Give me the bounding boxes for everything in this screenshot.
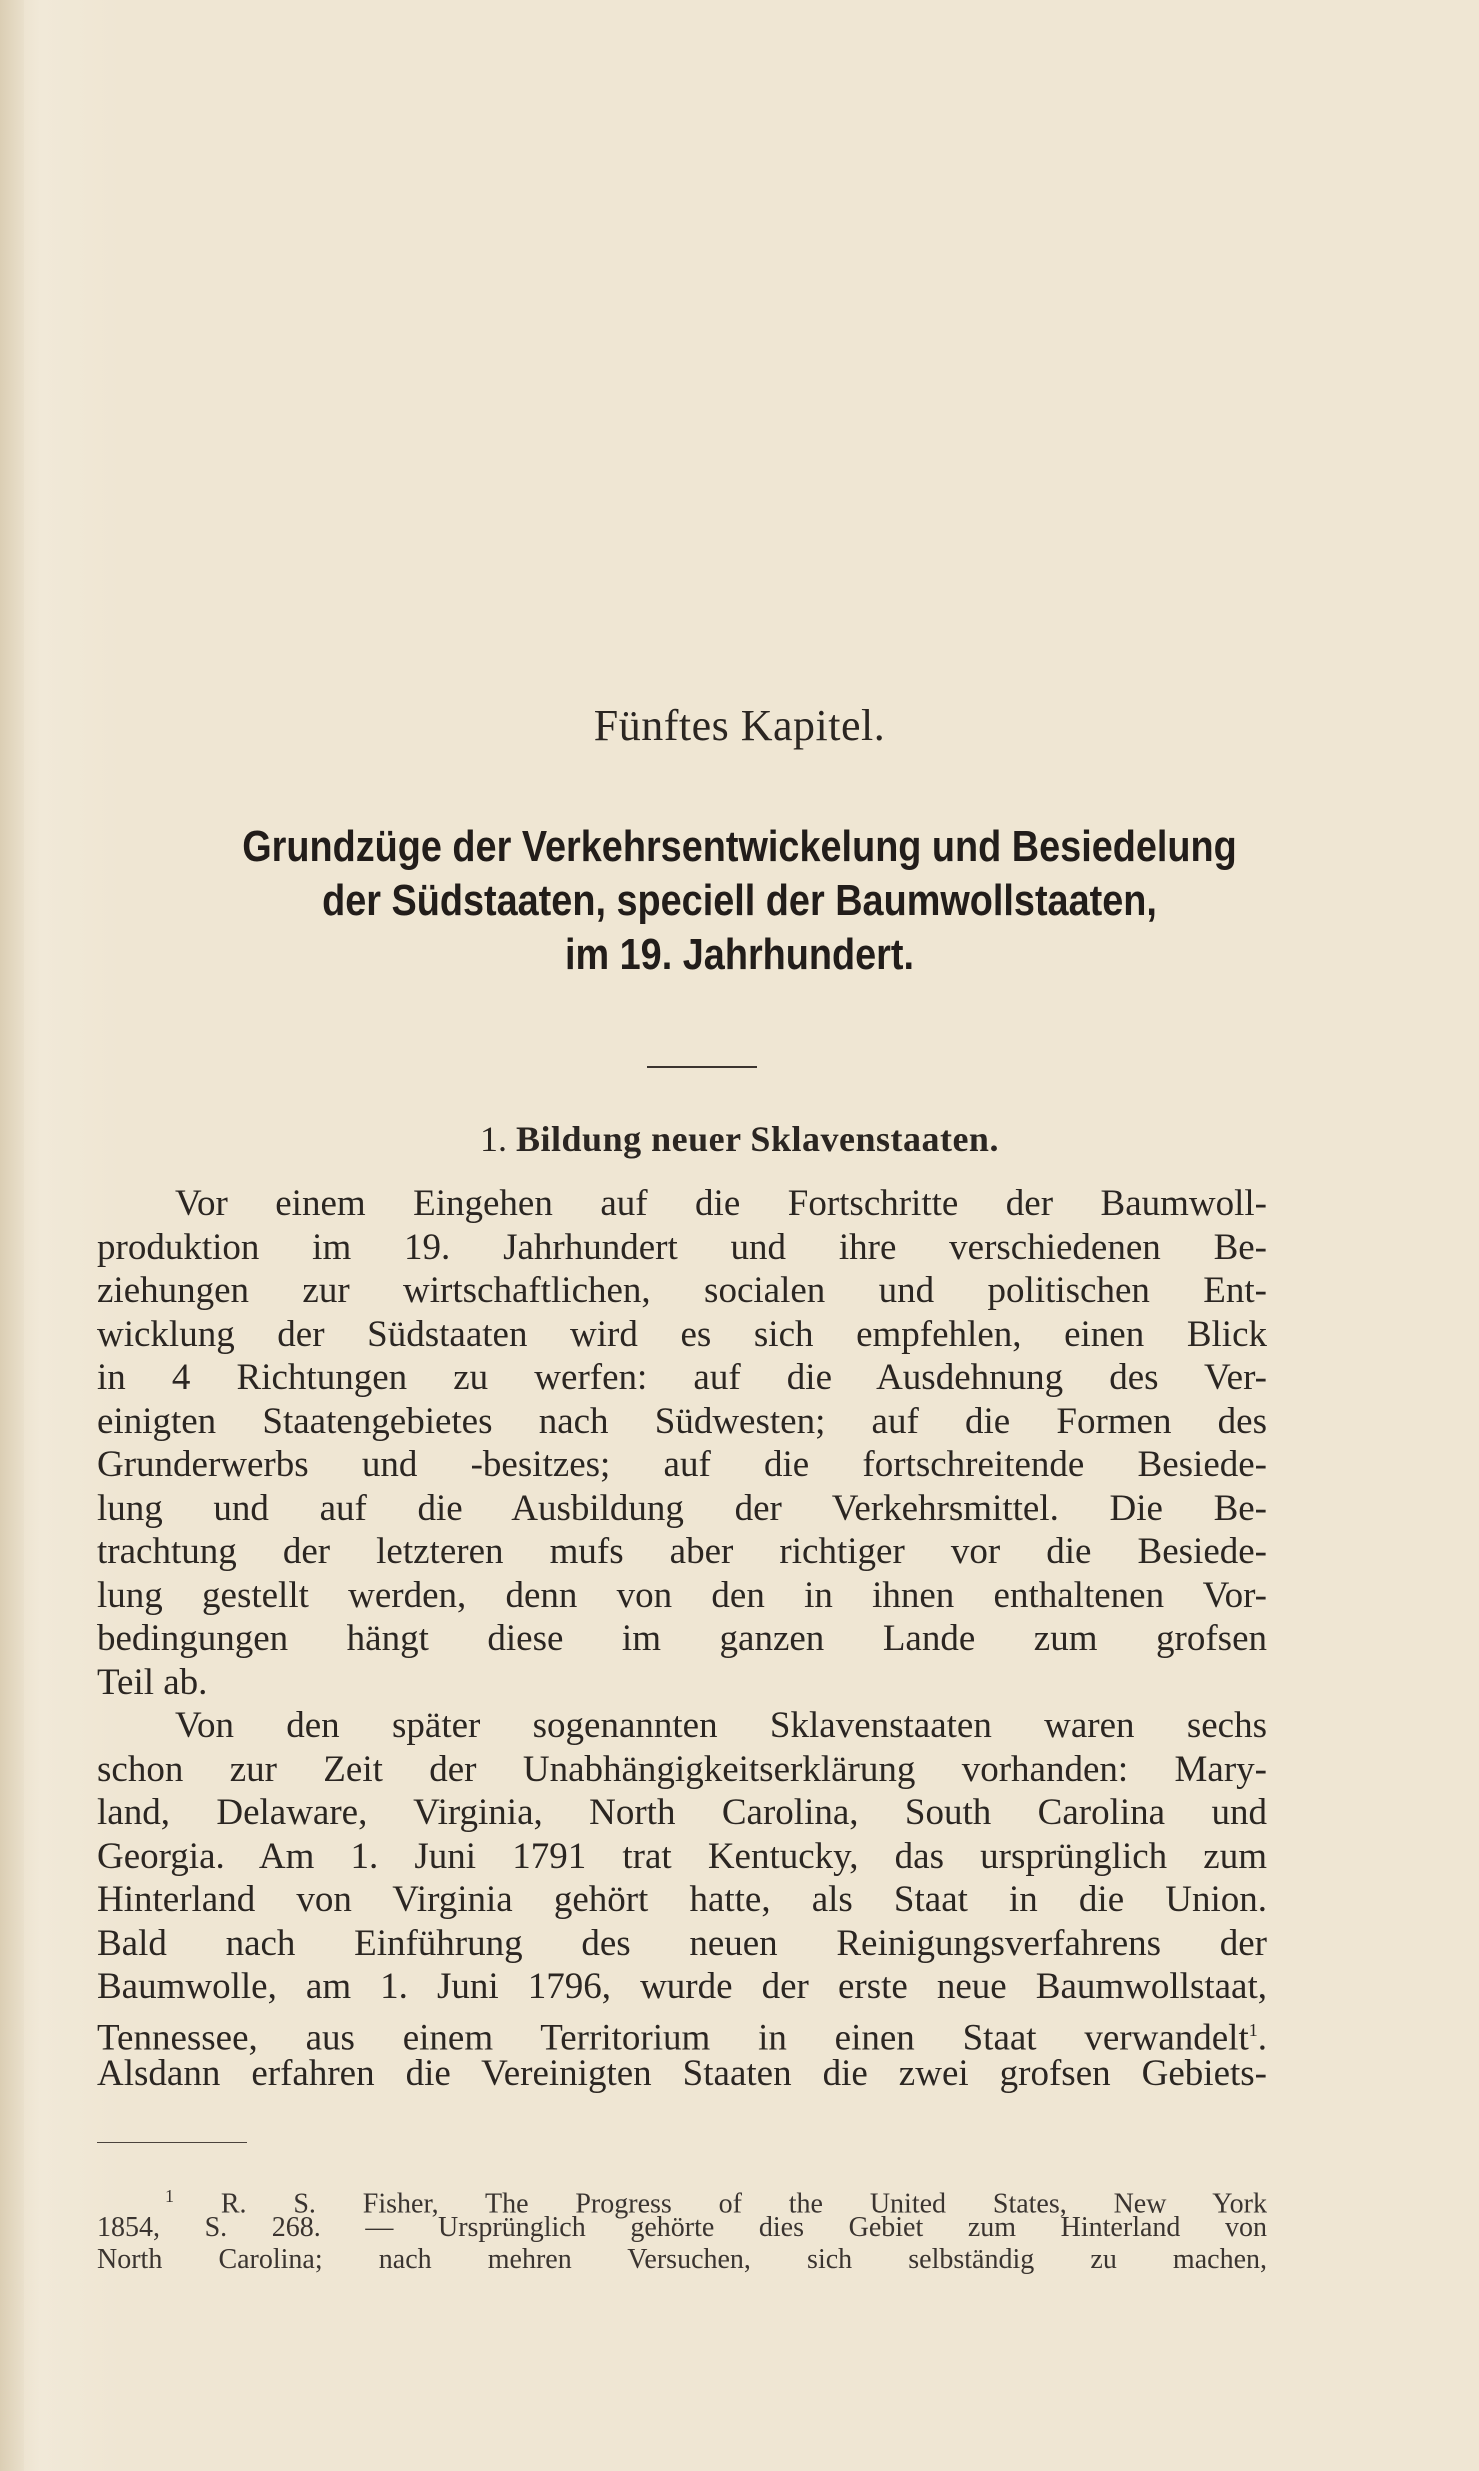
body-line: Von den später sogenannten Sklavenstaaten waren sechs bbox=[175, 1705, 1267, 1746]
section-title: Bildung neuer Sklavenstaaten. bbox=[516, 1119, 999, 1159]
body-line: produktion im 19. Jahrhundert und ihre verschiedenen Be- bbox=[97, 1226, 1267, 1268]
footnote-text: R. S. Fisher, The Progress of the United States, New York bbox=[220, 2188, 1267, 2220]
chapter-title bbox=[104, 820, 1376, 982]
chapter-title-line: Grundzüge der Verkehrsentwickelung und Besiedelung bbox=[242, 822, 1237, 871]
footnote-reference-period: . bbox=[1257, 2016, 1267, 2058]
section-number: 1. bbox=[480, 1119, 508, 1159]
chapter-title-line: der Südstaaten, speciell der Baumwollstaaten, bbox=[322, 876, 1157, 925]
body-line: Bald nach Einführung des neuen Reinigungsverfahrens der bbox=[97, 1922, 1267, 1964]
footnote-line bbox=[97, 2180, 1267, 2220]
body-line: Alsdann erfahren die Vereinigten Staaten die zwei grofsen Gebiets- bbox=[97, 2053, 1267, 2094]
body-line: bedingungen hängt diese im ganzen Lande zum grofsen bbox=[97, 1618, 1267, 1659]
body-line: in 4 Richtungen zu werfen: auf die Ausdehnung des Ver- bbox=[97, 1357, 1267, 1398]
body-line: Teil ab. bbox=[97, 1661, 208, 1703]
body-line: schon zur Zeit der Unabhängigkeitserklärung vorhanden: Mary- bbox=[97, 1748, 1267, 1790]
footnotes bbox=[97, 2180, 1267, 2276]
footnote-line: 1854, S. 268. — Ursprünglich gehörte dies Gebiet zum Hinterland von bbox=[97, 2212, 1267, 2243]
chapter-title-line: im 19. Jahrhundert. bbox=[564, 930, 915, 979]
footnote-divider bbox=[97, 2142, 247, 2143]
section-heading bbox=[0, 1118, 1479, 1160]
body-line: Baumwolle, am 1. Juni 1796, wurde der erste neue Baumwollstaat, bbox=[97, 1966, 1267, 2007]
body-line: Vor einem Eingehen auf die Fortschritte der Baumwoll- bbox=[175, 1183, 1267, 1224]
footnote-mark: 1 bbox=[165, 2186, 174, 2206]
body-line: ziehungen zur wirtschaftlichen, socialen und politischen Ent- bbox=[97, 1270, 1267, 1311]
page-binding-edge bbox=[0, 0, 24, 2471]
footnote-line: North Carolina; nach mehren Versuchen, sich selbständig zu machen, bbox=[97, 2244, 1267, 2275]
footnote-reference: 1 bbox=[1248, 2019, 1258, 2040]
body-line: einigten Staatengebietes nach Südwesten; auf die Formen des bbox=[97, 1400, 1267, 1442]
body-line: lung und auf die Ausbildung der Verkehrsmittel. Die Be- bbox=[97, 1487, 1267, 1529]
body-line: trachtung der letzteren mufs aber richtiger vor die Besiede- bbox=[97, 1531, 1267, 1572]
body-text bbox=[97, 1182, 1267, 2096]
chapter-label: Fünftes Kapitel. bbox=[593, 701, 886, 750]
title-divider bbox=[647, 1066, 757, 1068]
body-line: Georgia. Am 1. Juni 1791 trat Kentucky, das ursprünglich zum bbox=[97, 1835, 1267, 1877]
body-line: lung gestellt werden, denn von den in ihnen enthaltenen Vor- bbox=[97, 1574, 1267, 1616]
body-line-text: Tennessee, aus einem Territorium in einen Staat verwandelt bbox=[97, 2016, 1249, 2058]
body-line: Hinterland von Virginia gehört hatte, als Staat in die Union. bbox=[97, 1879, 1267, 1920]
body-line: wicklung der Südstaaten wird es sich empfehlen, einen Blick bbox=[97, 1313, 1267, 1355]
body-line: Grunderwerbs und -besitzes; auf die fortschreitende Besiede- bbox=[97, 1444, 1267, 1485]
body-line-with-footnote bbox=[97, 2009, 1267, 2058]
body-line: land, Delaware, Virginia, North Carolina, South Carolina und bbox=[97, 1792, 1267, 1833]
